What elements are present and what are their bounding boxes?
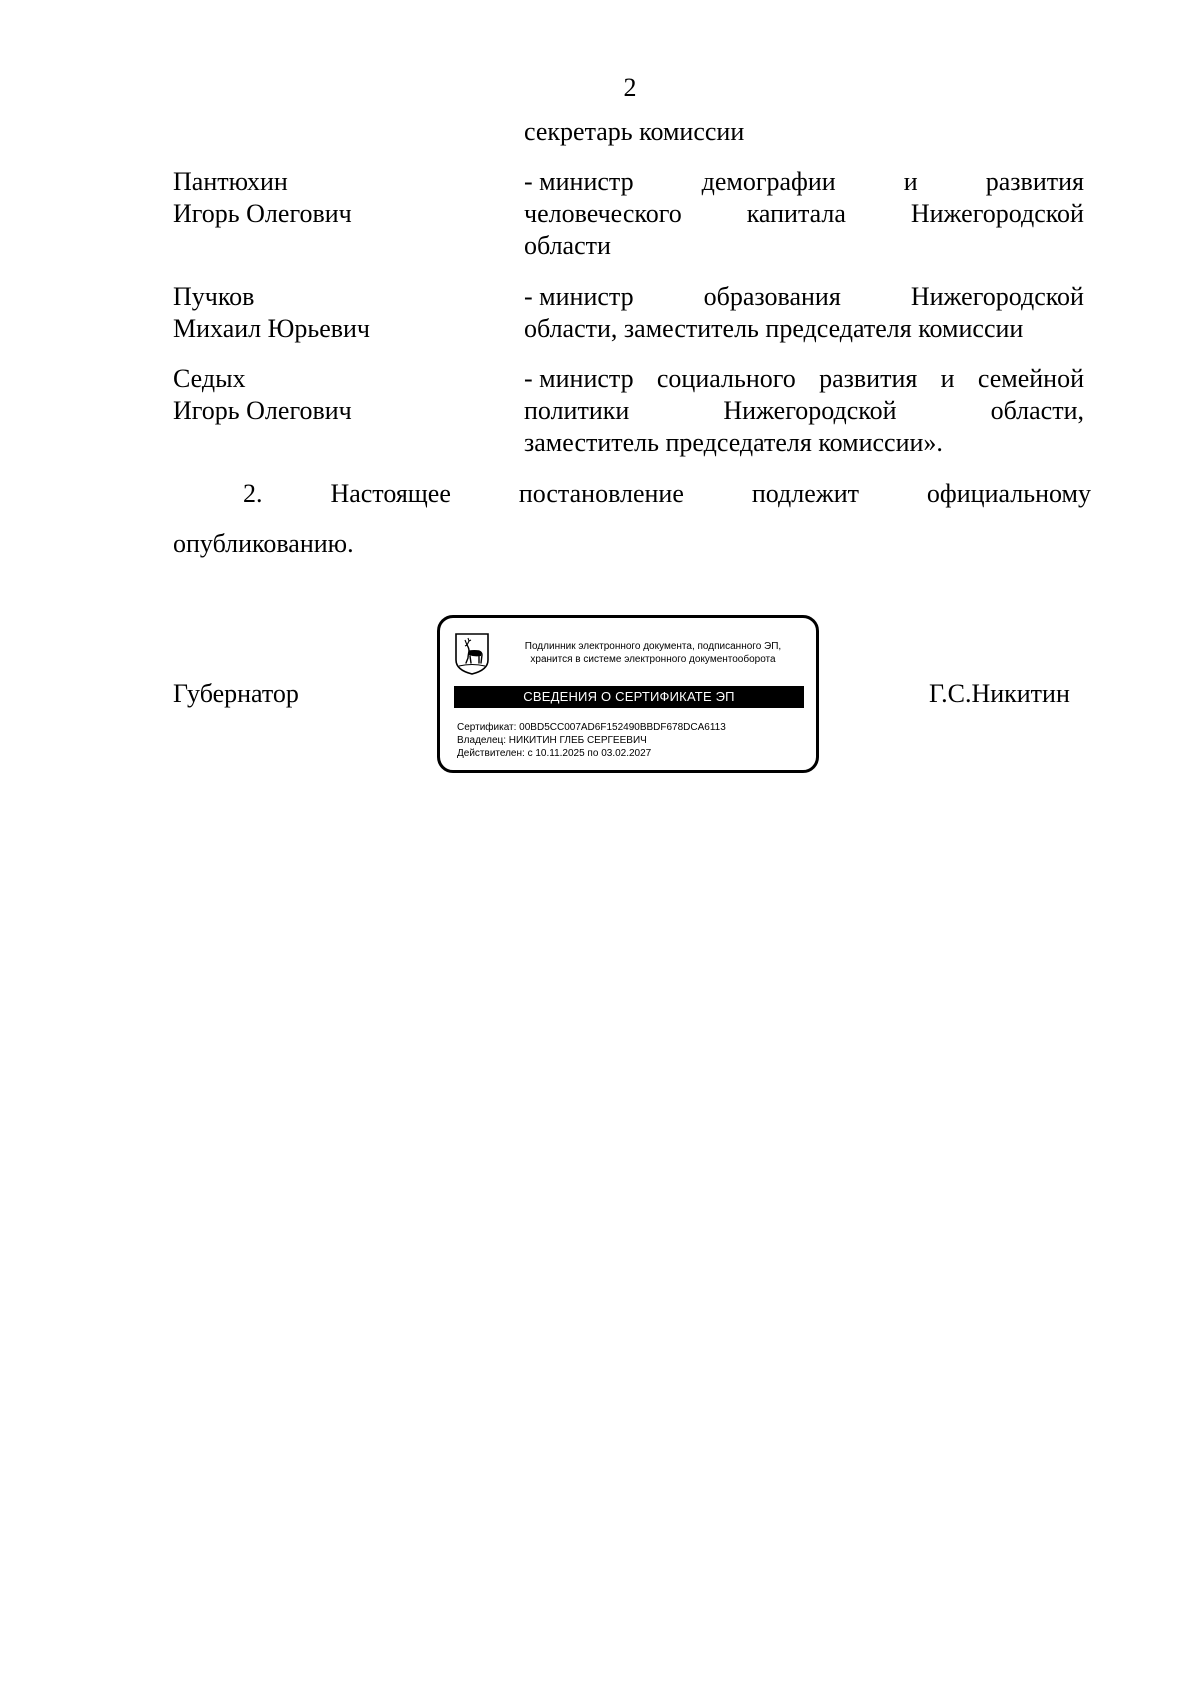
coat-of-arms-icon (454, 632, 490, 676)
stamp-validity: Действителен: с 10.11.2025 по 03.02.2027 (457, 748, 652, 759)
signatory-name: Г.С.Никитин (929, 679, 1070, 708)
member-1-surname: Пантюхин (173, 167, 288, 196)
stamp-title-bar: СВЕДЕНИЯ О СЕРТИФИКАТЕ ЭП (454, 686, 804, 708)
stamp-certificate: Сертификат: 00BD5CC007AD6F152490BBDF678DCA6113 (457, 722, 726, 733)
member-3-given-names: Игорь Олегович (173, 396, 352, 425)
member-1-role-line-2: человеческого капитала Нижегородской (524, 199, 1084, 228)
page-number: 2 (623, 73, 637, 102)
member-2-surname: Пучков (173, 282, 255, 311)
member-1-given-names: Игорь Олегович (173, 199, 352, 228)
signatory-position: Губернатор (173, 679, 299, 708)
member-3-role-line-3: заместитель председателя комиссии». (524, 428, 943, 457)
member-3-surname: Седых (173, 364, 246, 393)
clause-2-line-1: 2. Настоящее постановление подлежит официальному (243, 479, 1091, 508)
stamp-certificate-info (457, 721, 726, 760)
member-2-given-names: Михаил Юрьевич (173, 314, 371, 343)
member-1-role-line-1: - министр демографии и развития (524, 167, 1084, 196)
member-3-role-line-1: - министр социального развития и семейной (524, 364, 1084, 393)
member-2-role-line-2: области, заместитель председателя комиссии (524, 314, 1024, 343)
clause-2-line-2: опубликованию. (173, 529, 354, 558)
member-2-role-line-1: - министр образования Нижегородской (524, 282, 1084, 311)
secretary-continuation: секретарь комиссии (524, 117, 745, 146)
member-1-role-line-3: области (524, 231, 611, 260)
stamp-header: Подлинник электронного документа, подписанного ЭП, хранится в системе электронного документооборота (524, 641, 782, 665)
stamp-owner: Владелец: НИКИТИН ГЛЕБ СЕРГЕЕВИЧ (457, 735, 647, 746)
member-3-role-line-2: политики Нижегородской области, (524, 396, 1084, 425)
electronic-signature-stamp (437, 615, 819, 773)
